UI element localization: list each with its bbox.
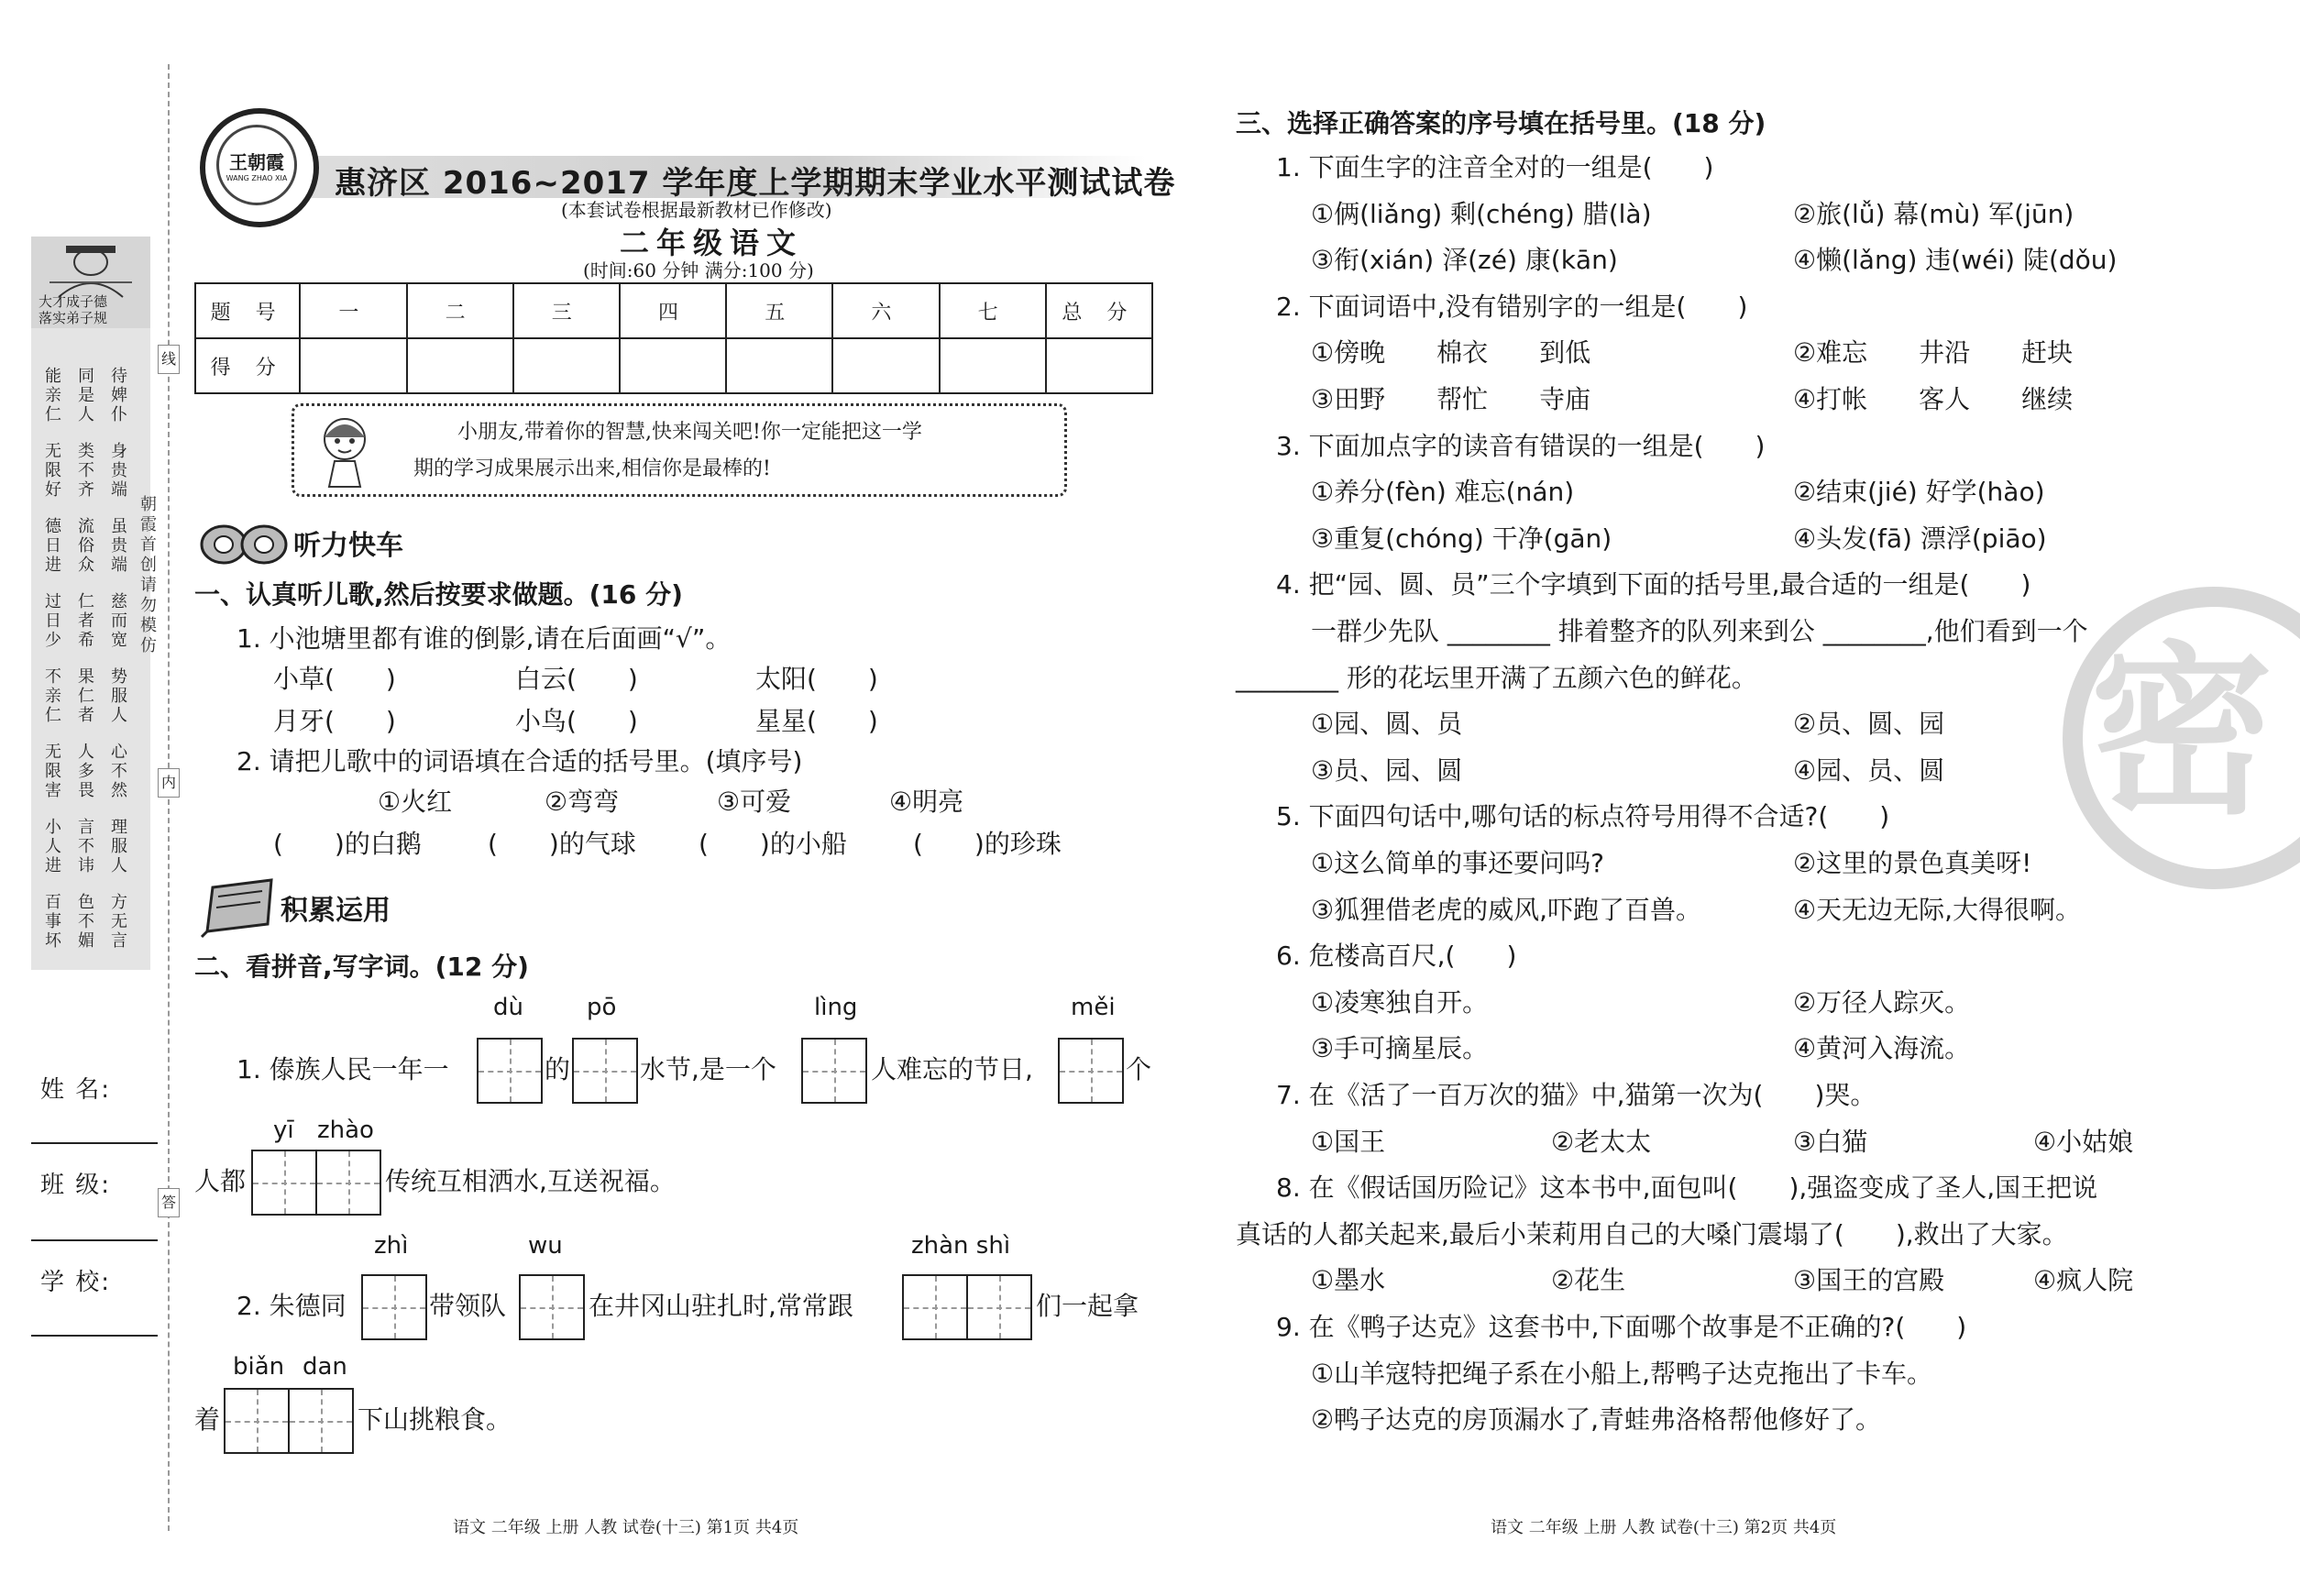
subject-title: 二年级语文 <box>620 226 804 260</box>
write-box-mei[interactable] <box>1058 1038 1124 1104</box>
answer-option: ①这么简单的事还要问吗? <box>1311 848 1604 878</box>
score-header-cell: 五 <box>726 283 832 338</box>
motto-column: 无限好 <box>45 442 61 500</box>
question-line: 2. 下面词语中,没有错别字的一组是( ) <box>1276 291 1748 322</box>
binding-mark-1: 线 <box>158 345 180 374</box>
school-label: 学 校: <box>40 1269 112 1296</box>
pinyin-ling: lìng <box>814 994 858 1021</box>
q2-blank-4: ( )的珍珠 <box>913 829 1062 859</box>
motto-column: 不亲仁 <box>45 667 61 725</box>
tip-box <box>292 403 1067 497</box>
motto-column: 百事坏 <box>45 893 61 951</box>
answer-option: ③重复(chóng) 干净(gān) <box>1311 523 1612 554</box>
answer-option: ②难忘 井沿 赶块 <box>1793 337 2074 369</box>
question-line: 真话的人都关起来,最后小茉莉用自己的大嗓门震塌了( ),救出了大家。 <box>1236 1218 2068 1249</box>
s2-text-1: 2. 朱德同 <box>237 1291 347 1321</box>
q1-item-3: 太阳( ) <box>755 664 878 694</box>
s1-text-2: 的 <box>545 1054 571 1084</box>
answer-option: ①俩(liǎng) 剩(chéng) 腊(là) <box>1311 198 1652 229</box>
motto-column: 身贵端 <box>111 442 127 500</box>
girl-icon <box>313 412 377 489</box>
answer-option: ②旅(lǚ) 幕(mù) 军(jūn) <box>1793 198 2074 229</box>
motto-column: 色不媚 <box>78 893 94 951</box>
motto-column: 无限害 <box>45 743 61 800</box>
answer-option: ①园、圆、员 <box>1311 709 1463 740</box>
question-line: 7. 在《活了一百万次的猫》中,猫第一次为( )哭。 <box>1276 1080 1876 1110</box>
motto-title-2: 落实弟子规 <box>39 310 108 326</box>
logo-inner <box>216 125 297 205</box>
tip-line-1: 小朋友,带着你的智慧,快来闯关吧!你一定能把这一学 <box>457 421 922 444</box>
time-info: (时间:60 分钟 满分:100 分) <box>583 259 814 281</box>
q2-blank-1: ( )的白鹅 <box>273 829 422 859</box>
q1-1: 1. 小池塘里都有谁的倒影,请在后面画“√”。 <box>237 623 732 654</box>
write-box-bian[interactable] <box>224 1388 290 1454</box>
accumulate-heading: 积累运用 <box>281 895 391 927</box>
motto-column: 果仁者 <box>78 667 94 725</box>
score-header-cell: 总 分 <box>1046 283 1152 338</box>
answer-option: ③衔(xián) 泽(zé) 康(kān) <box>1311 245 1618 276</box>
notebook-icon <box>194 876 279 941</box>
answer-option: ③国王的宫殿 <box>1793 1265 1945 1296</box>
question-line: 1. 下面生字的注音全对的一组是( ) <box>1276 152 1714 182</box>
score-cell[interactable] <box>513 338 620 393</box>
score-header-cell: 二 <box>407 283 513 338</box>
section2-title: 二、看拼音,写字词。(12 分) <box>194 952 529 982</box>
s2-text-4: 们一起拿 <box>1036 1291 1139 1321</box>
question-line: ①山羊寇特把绳子系在小船上,帮鸭子达克拖出了卡车。 <box>1311 1358 1933 1389</box>
seal-text: 朝霞首创 请勿模仿 <box>140 495 157 655</box>
write-box-wu[interactable] <box>519 1274 585 1340</box>
write-box-zhi[interactable] <box>361 1274 427 1340</box>
binding-line <box>168 64 170 1531</box>
name-label: 姓 名: <box>40 1076 112 1104</box>
write-box-zhan[interactable] <box>902 1274 968 1340</box>
motto-column: 方无言 <box>111 893 127 951</box>
pinyin-du: dù <box>493 994 523 1021</box>
s1-text-5: 个 <box>1126 1054 1152 1084</box>
question-line: 9. 在《鸭子达克》这套书中,下面哪个故事是不正确的?( ) <box>1276 1312 1967 1342</box>
motto-column: 德日进 <box>45 517 61 575</box>
answer-option: ①养分(fèn) 难忘(nán) <box>1311 477 1575 508</box>
q2-option-3: ③可爱 <box>717 787 792 817</box>
answer-option: ③田野 帮忙 寺庙 <box>1311 384 1591 414</box>
question-line: 5. 下面四句话中,哪句话的标点符号用得不合适?( ) <box>1276 801 1890 832</box>
motto-column: 理服人 <box>111 818 127 875</box>
write-box-dan[interactable] <box>288 1388 354 1454</box>
question-line: ②鸭子达克的房顶漏水了,青蛙弗洛格帮他修好了。 <box>1311 1404 1882 1436</box>
s1b-text-1: 人都 <box>194 1166 247 1196</box>
section1-title: 一、认真听儿歌,然后按要求做题。(16 分) <box>194 579 683 610</box>
q1-item-2: 白云( ) <box>515 664 638 694</box>
scholar-icon <box>31 237 150 301</box>
write-box-du[interactable] <box>477 1038 543 1104</box>
s2b-text-2: 下山挑粮食。 <box>358 1404 512 1435</box>
score-header-cell: 六 <box>832 283 939 338</box>
score-cell[interactable] <box>1046 338 1152 393</box>
motto-column: 心不然 <box>111 743 127 800</box>
headphones-icon <box>196 517 292 568</box>
score-cell[interactable] <box>726 338 832 393</box>
score-header-row <box>195 283 1152 338</box>
score-header-cell: 题 号 <box>195 283 300 338</box>
answer-option: ②员、圆、园 <box>1793 709 1945 740</box>
write-box-shi[interactable] <box>966 1274 1032 1340</box>
score-header-cell: 一 <box>300 283 406 338</box>
motto-column: 流俗众 <box>78 517 94 575</box>
answer-option: ③狐狸借老虎的威风,吓跑了百兽。 <box>1311 894 1702 925</box>
pinyin-bian: biǎn <box>233 1353 285 1381</box>
motto-column: 仁者希 <box>78 592 94 650</box>
pinyin-mei: měi <box>1071 994 1116 1021</box>
section3-title: 三、选择正确答案的序号填在括号里。(18 分) <box>1236 108 1766 138</box>
q2-blank-2: ( )的气球 <box>488 829 636 859</box>
pinyin-zhanshi: zhàn shì <box>911 1232 1011 1260</box>
score-cell[interactable] <box>940 338 1046 393</box>
answer-option: ②花生 <box>1551 1265 1626 1296</box>
binding-mark-2: 内 <box>158 768 180 798</box>
q2-option-2: ②弯弯 <box>545 787 620 817</box>
motto-panel <box>31 237 150 970</box>
question-line: 4. 把“园、圆、员”三个字填到下面的括号里,最合适的一组是( ) <box>1276 569 2031 600</box>
answer-option: ①国王 <box>1311 1126 1386 1157</box>
q1-item-1: 小草( ) <box>273 664 396 694</box>
motto-column: 言不讳 <box>78 818 94 875</box>
pinyin-po: pō <box>587 994 617 1021</box>
answer-option: ④懒(lǎng) 违(wéi) 陡(dǒu) <box>1793 245 2118 276</box>
motto-column: 小人进 <box>45 818 61 875</box>
motto-column: 势服人 <box>111 667 127 725</box>
score-header-cell: 三 <box>513 283 620 338</box>
pinyin-zhi: zhì <box>374 1232 409 1260</box>
score-table <box>194 282 1153 394</box>
secret-seal-char: 密 <box>2090 626 2274 840</box>
answer-option: ④园、员、圆 <box>1793 754 1945 786</box>
listening-heading: 听力快车 <box>293 530 403 562</box>
answer-option: ④疯人院 <box>2033 1265 2134 1296</box>
binding-mark-3: 答 <box>158 1188 180 1217</box>
class-label: 班 级: <box>40 1172 112 1199</box>
footer-right: 语文 二年级 上册 人教 试卷(十三) 第2页 共4页 <box>1491 1518 1837 1537</box>
tip-line-2: 期的学习成果展示出来,相信你是最棒的! <box>413 457 771 480</box>
question-line: 一群少先队 ________ 排着整齐的队列来到公 ________,他们看到一个 <box>1311 616 2088 646</box>
motto-column: 人多畏 <box>78 743 94 800</box>
answer-option: ②结束(jié) 好学(hào) <box>1793 477 2045 508</box>
answer-option: ③白猫 <box>1793 1126 1868 1157</box>
page-title: 惠济区 2016~2017 学年度上学期期末学业水平测试试卷 <box>335 165 1176 202</box>
score-header-cell: 四 <box>620 283 726 338</box>
pinyin-zhao: zhào <box>317 1117 374 1144</box>
score-cell[interactable] <box>300 338 406 393</box>
score-row-label: 得 分 <box>195 338 300 393</box>
motto-column: 类不齐 <box>78 442 94 500</box>
answer-option: ②这里的景色真美呀! <box>1793 848 2032 878</box>
answer-option: ④头发(fā) 漂浮(piāo) <box>1793 523 2047 554</box>
school-field[interactable] <box>31 1335 158 1337</box>
answer-option: ①凌寒独自开。 <box>1311 986 1489 1018</box>
write-box-yi[interactable] <box>251 1150 317 1216</box>
write-box-zhao[interactable] <box>315 1150 381 1216</box>
question-line: 6. 危楼高百尺,( ) <box>1276 941 1517 972</box>
s2-text-3: 在井冈山驻扎时,常常跟 <box>589 1291 853 1321</box>
motto-column: 虽贵端 <box>111 517 127 575</box>
q1-2: 2. 请把儿歌中的词语填在合适的括号里。(填序号) <box>237 746 803 776</box>
logo-text: 王朝霞 <box>229 151 284 173</box>
logo-sub: WANG ZHAO XIA <box>226 174 288 182</box>
answer-option: ④打帐 客人 继续 <box>1793 384 2074 414</box>
score-header-cell: 七 <box>940 283 1046 338</box>
s2b-text-1: 着 <box>194 1404 221 1435</box>
pinyin-dan: dan <box>303 1353 347 1381</box>
s1-text-4: 人难忘的节日, <box>871 1054 1033 1084</box>
revision-note: (本套试卷根据最新教材已作修改) <box>561 199 832 221</box>
class-field[interactable] <box>31 1239 158 1241</box>
answer-option: ①傍晚 棉衣 到低 <box>1311 337 1591 369</box>
answer-option: ③员、园、圆 <box>1311 754 1463 786</box>
motto-column: 过日少 <box>45 592 61 650</box>
motto-column: 慈而宽 <box>111 592 127 650</box>
question-line: ________ 形的花坛里开满了五颜六色的鲜花。 <box>1236 662 1757 693</box>
motto-column: 同是人 <box>78 367 94 424</box>
score-value-row <box>195 338 1152 393</box>
motto-column: 能亲仁 <box>45 367 61 424</box>
q1-item-4: 月牙( ) <box>273 706 396 736</box>
answer-option: ③手可摘星辰。 <box>1311 1033 1489 1064</box>
s1b-text-2: 传统互相洒水,互送祝福。 <box>385 1166 676 1196</box>
write-box-ling[interactable] <box>801 1038 867 1104</box>
s1-text-1: 1. 傣族人民一年一 <box>237 1054 449 1084</box>
q2-blank-3: ( )的小船 <box>699 829 847 859</box>
answer-option: ①墨水 <box>1311 1265 1386 1296</box>
s2-text-2: 带领队 <box>429 1291 507 1321</box>
answer-option: ④天无边无际,大得很啊。 <box>1793 894 2082 925</box>
question-line: 3. 下面加点字的读音有错误的一组是( ) <box>1276 430 1766 461</box>
score-cell[interactable] <box>407 338 513 393</box>
s1-text-3: 水节,是一个 <box>640 1054 776 1084</box>
q1-item-6: 星星( ) <box>755 706 878 736</box>
pinyin-yi: yī <box>273 1117 294 1144</box>
answer-option: ②老太太 <box>1551 1126 1652 1157</box>
q1-item-5: 小鸟( ) <box>515 706 638 736</box>
motto-title-1: 大才成子德 <box>39 293 108 310</box>
q2-option-1: ①火红 <box>378 787 453 817</box>
answer-option: ④黄河入海流。 <box>1793 1033 1971 1064</box>
logo <box>200 108 319 227</box>
answer-option: ④小姑娘 <box>2033 1126 2134 1157</box>
footer-left: 语文 二年级 上册 人教 试卷(十三) 第1页 共4页 <box>453 1518 799 1537</box>
write-box-po[interactable] <box>572 1038 638 1104</box>
question-line: 8. 在《假话国历险记》这本书中,面包叫( ),强盗变成了圣人,国王把说 <box>1276 1172 2098 1204</box>
score-cell[interactable] <box>620 338 726 393</box>
answer-option: ②万径人踪灭。 <box>1793 986 1971 1018</box>
q2-option-4: ④明亮 <box>889 787 964 817</box>
motto-column: 待婢仆 <box>111 367 127 424</box>
score-cell[interactable] <box>832 338 939 393</box>
motto-header <box>31 237 150 328</box>
name-field[interactable] <box>31 1142 158 1144</box>
pinyin-wu: wu <box>528 1232 563 1260</box>
